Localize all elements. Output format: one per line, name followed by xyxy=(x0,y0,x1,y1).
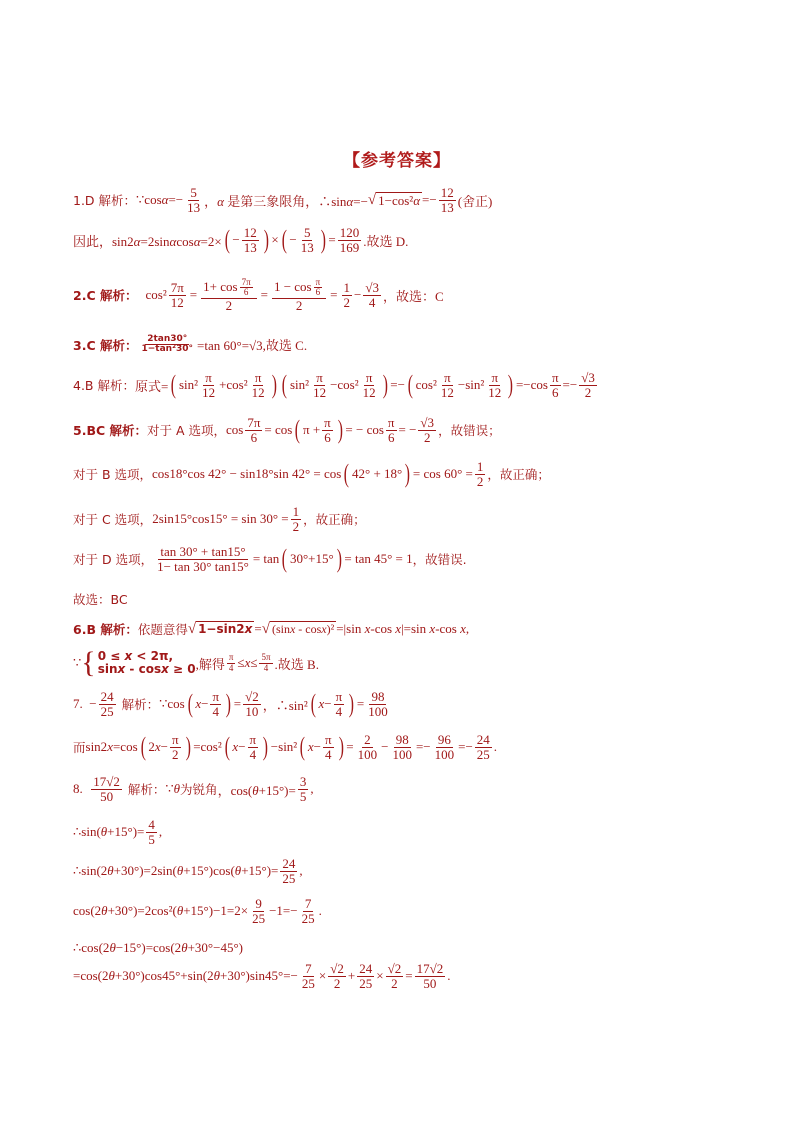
q3-label: 3.C 解析： xyxy=(73,337,138,353)
q8-line3: ∴sin(2θ+30°)=2sin(θ+15°)cos(θ+15°)= $\frac{24}{25}$ , xyxy=(73,856,303,886)
q6-label: 6.B 解析： xyxy=(73,622,138,637)
q5-conclusion: 故选：BC xyxy=(73,592,128,607)
q5-label: 5.BC 解析： xyxy=(73,423,147,439)
q5-line-a: 5.BC 解析： 对于 A 选项， cos $\frac{7\pi}{6}$ = cos ( π + $\frac{\pi}{6}$ ) = − cos $\frac{\pi}{6}$ = − $\frac{√3}{2}$ ，故错误； xyxy=(73,415,501,445)
q5-line-d: 对于 D 选项， $\frac{\tan 30^\circ + \tan 15^\circ}{1- \tan 30^\circ \tan 15^\circ}$ = tan ( 30°+15° ) = tan 45° = 1 ，故错误. xyxy=(73,544,467,574)
q1-line1: 1.D 解析： ∵cosα=− $\frac{5}{13}$ ，α 是第三象限角，∴sinα=− √ 1−cos²α =− $\frac{12}{13}$ (舍正) xyxy=(73,185,493,215)
q4-line: 4.B 解析： 原式= ( sin² $\frac{\pi}{12}$ +cos² $\frac{\pi}{12}$ ) ( sin² $\frac{\pi}{12}$ −cos² $\frac{\pi}{12}$ ) =− ( cos² $\frac{\pi}{12}$ −sin² $\frac{\pi}{12}$ ) =−cos $\frac{\pi}{6}$ =− $\frac{√3}{2}$ xyxy=(73,370,595,400)
q3-line: 3.C 解析： $\frac{2\tan 30^\circ}{\text{1−tan²30°}}$ =tan 60°=√3,故选 C. xyxy=(73,334,308,355)
q6-line1: 6.B 解析： 依题意得 √ 1−sin2x = √ (sinx - cosx)² =|sin x-cos x|=sin x-cos x, xyxy=(73,620,470,637)
q8-line4: cos(2θ+30°)=2cos²(θ+15°)−1=2× $\frac{9}{25}$ −1=− $\frac{7}{25}$ . xyxy=(73,896,322,926)
page-title: 【参考答案】 xyxy=(343,151,451,171)
q6-line2: ∵ { 0 ≤ x < 2π, sinx - cosx ≥ 0 ,解得 $\frac{\pi}{4}$ ≤x≤ $\frac{5\pi}{4}$ .故选 B. xyxy=(73,646,319,679)
q1-label: 1.D 解析： xyxy=(73,193,137,209)
q1-line2: 因此，sin2α=2sinαcosα=2× ( − $\frac{12}{13}$ ) × ( − $\frac{5}{13}$ ) = $\frac{120}{169}$ .故选 D. xyxy=(73,225,409,255)
q8-line5: ∴cos(2θ−15°)=cos(2θ+30°−45°) xyxy=(73,940,243,955)
q8-line6: =cos(2θ+30°)cos45°+sin(2θ+30°)sin45°=− $\frac{7}{25}$ × $\frac{√2}{2}$ + $\frac{24}{25}$ × $\frac{√2}{2}$ = $\frac{17√2}{50}$ . xyxy=(73,961,451,991)
q7-line2: 而 sin2x=cos ( 2x− $\frac{\pi}{2}$ ) =cos² ( x− $\frac{\pi}{4}$ ) −sin² ( x− $\frac{\pi}{4}$ ) = $\frac{2}{100}$ − $\frac{98}{100}$ =− $\frac{96}{100}$ =− $\frac{24}{25}$ . xyxy=(73,732,498,762)
q7-line1: 7. − $\frac{24}{25}$ 解析： ∵cos ( x− $\frac{\pi}{4}$ ) = $\frac{√2}{10}$ ，∴sin² ( x− $\frac{\pi}{4}$ ) = $\frac{98}{100}$ xyxy=(73,689,388,719)
q8-line2: ∴sin(θ+15°)= $\frac{4}{5}$ , xyxy=(73,817,163,847)
q5-line-c: 对于 C 选项， 2sin15°cos15° = sin 30° = $\frac{1}{2}$ ，故正确； xyxy=(73,504,366,534)
q8-line1: 8. $\frac{17√2}{50}$ 解析： ∵θ 为锐角 ，cos(θ+15°)= $\frac{3}{5}$ , xyxy=(73,774,314,804)
q2-line: 2.C 解析： cos² $\frac{7\pi}{12}$ = 1+ cos $\frac{7\pi}{6}$ 2 = 1 − cos $\frac{\pi}{6}$ 2 = $\frac{1}{2}$ − $\frac{√3}{4}$ ，故选：C xyxy=(73,277,444,313)
q2-label: 2.C 解析： xyxy=(73,288,138,304)
q5-line-b: 对于 B 选项， cos18°cos 42° − sin18°sin 42° = cos ( 42° + 18° ) = cos 60° = $\frac{1}{2}$ ，故正确； xyxy=(73,459,550,489)
q4-label: 4.B 解析： xyxy=(73,378,135,394)
